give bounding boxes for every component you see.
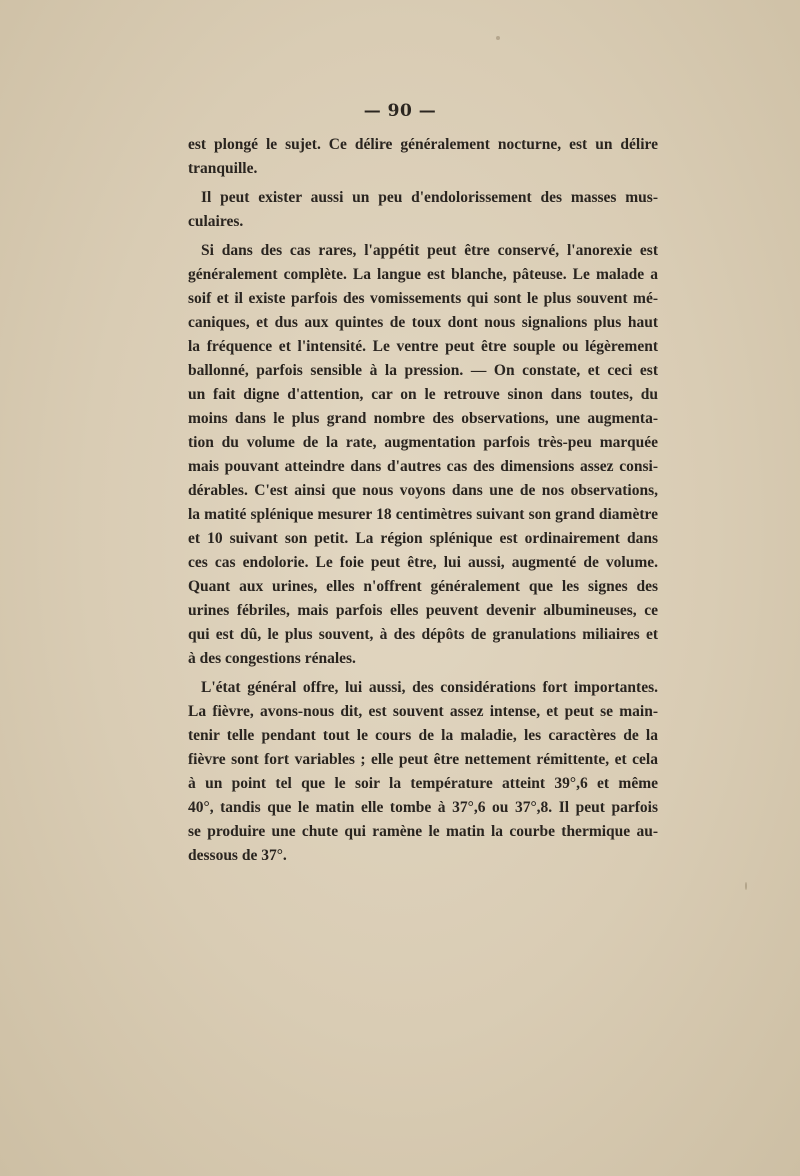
text-line: 40°, tandis que le matin elle tombe à 37°,6 ou 37°,8. Il peut parfois	[188, 799, 658, 816]
text-line: la matité splénique mesurer 18 centimètres suivant son grand diamètre	[188, 506, 658, 523]
text-line: un fait digne d'attention, car on le retrouve sinon dans toutes, du	[188, 386, 658, 403]
text-line: ces cas endolorie. Le foie peut être, lui aussi, augmenté de volume.	[188, 554, 658, 571]
text-line: La fièvre, avons-nous dit, est souvent assez intense, et peut se main-	[188, 703, 658, 720]
text-line: et 10 suivant son petit. La région splénique est ordinairement dans	[188, 530, 658, 547]
text-line: est plongé le sujet. Ce délire généralement nocturne, est un délire	[188, 136, 658, 153]
text-line: ballonné, parfois sensible à la pression. — On constate, et ceci est	[188, 362, 658, 379]
text-line: généralement complète. La langue est blanche, pâteuse. Le malade a	[188, 266, 658, 283]
text-line: se produire une chute qui ramène le matin la courbe thermique au-	[188, 823, 658, 840]
text-line: Il peut exister aussi un peu d'endolorissement des masses mus-	[201, 189, 658, 206]
text-line: dérables. C'est ainsi que nous voyons dans une de nos observations,	[188, 482, 658, 499]
text-line: la fréquence et l'intensité. Le ventre peut être souple ou légèrement	[188, 338, 658, 355]
text-line: dessous de 37°.	[188, 847, 287, 864]
text-line: caniques, et dus aux quintes de toux dont nous signalions plus haut	[188, 314, 658, 331]
text-line: tion du volume de la rate, augmentation parfois très-peu marquée	[188, 434, 658, 451]
paper-speck	[496, 36, 500, 40]
text-line: qui est dû, le plus souvent, à des dépôts de granulations miliaires et	[188, 626, 658, 643]
text-line: soif et il existe parfois des vomissements qui sont le plus souvent mé-	[188, 290, 658, 307]
paragraph	[188, 133, 658, 181]
paper-speck	[745, 882, 747, 890]
text-line: L'état général offre, lui aussi, des considérations fort importantes.	[201, 679, 658, 696]
paragraph	[188, 676, 658, 868]
text-line: à un point tel que le soir la température atteint 39°,6 et même	[188, 775, 658, 792]
text-line: tranquille.	[188, 160, 258, 177]
text-line: mais pouvant atteindre dans d'autres cas des dimensions assez consi-	[188, 458, 658, 475]
text-line: urines fébriles, mais parfois elles peuvent devenir albumineuses, ce	[188, 602, 658, 619]
text-line: tenir telle pendant tout le cours de la maladie, les caractères de la	[188, 727, 658, 744]
paragraph	[188, 186, 658, 234]
page-number: — 90 —	[363, 101, 437, 121]
text-line: moins dans le plus grand nombre des observations, une augmenta-	[188, 410, 658, 427]
text-line: culaires.	[188, 213, 244, 230]
text-line: Quant aux urines, elles n'offrent généralement que les signes des	[188, 578, 658, 595]
text-line: à des congestions rénales.	[188, 650, 356, 667]
text-line: fièvre sont fort variables ; elle peut être nettement rémittente, et cela	[188, 751, 658, 768]
paragraph	[188, 239, 658, 671]
text-line: Si dans des cas rares, l'appétit peut être conservé, l'anorexie est	[201, 242, 658, 259]
body-text	[188, 133, 658, 868]
